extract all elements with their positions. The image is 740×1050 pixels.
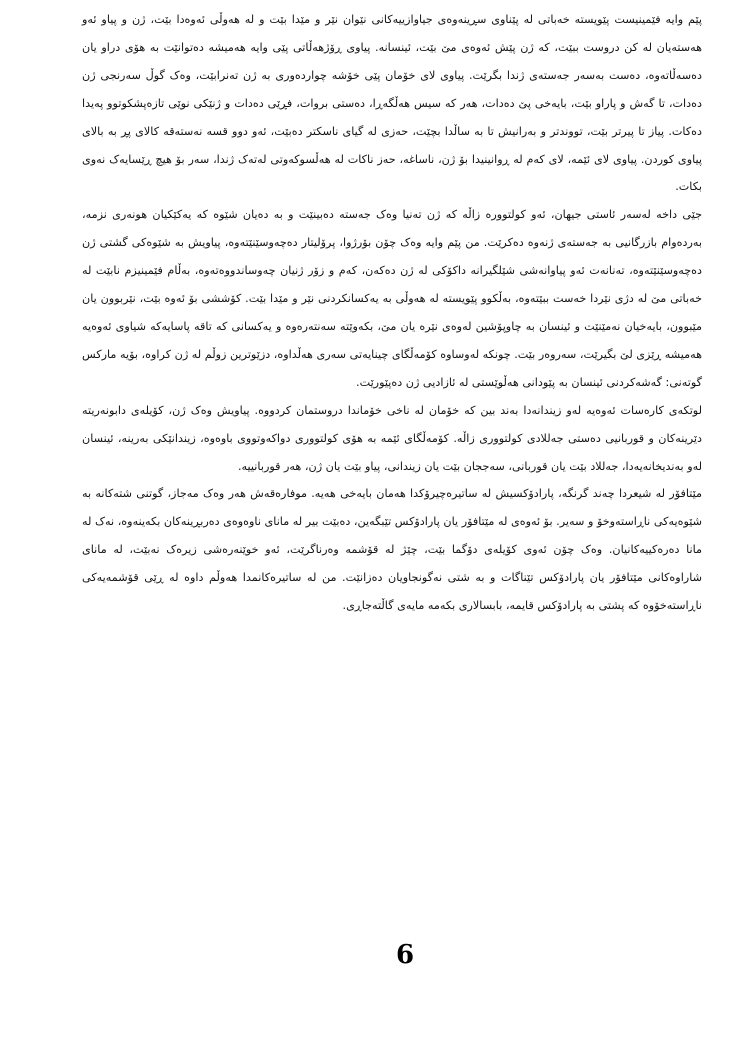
paragraph-4: مێتافۆر لە شیعردا چەند گرنگە، پارادۆکسیش لە ساتیرەچیرۆکدا هەمان بایەخی هەیە. موفارەقەش هەر وەک مەجاز، گوتنی شتەکانە بە شێوەیەکی ناڕاستەوخۆ و سەیر. بۆ ئەوەی لە مێتافۆر یان پارادۆکس تێبگەین، دەبێت بیر لە مانای ناوەوەی دەربڕینەکان بکەینەوە، نەک لە مانا دەرەکییەکانیان. وەک چۆن ئەوی کۆیلەی دۆگما بێت، چێژ لە قۆشمە وەرناگرێت، ئەو خوێنەرەشی زیرەک نەبێت، لە مانای شاراوەکانی مێتافۆر یان پارادۆکس تێناگات و بە شتی نەگونجاویان دەزانێت. من لە ساتیرەکانمدا هەوڵم داوە لە ڕێی قۆشمەیەکی ناڕاستەخۆوە کە پشتی بە پارادۆکس قایمە، بابسالاری بکەمە مایەی گاڵتەجاڕی. [82,487,702,613]
paragraph-2: جێی داخە لەسەر ئاستی جیهان، ئەو کولتوورە زاڵە کە ژن تەنیا وەک جەستە دەبینێت و بە دەیان شێوە کە یەکێکیان هونەری نزمە، بەردەوام بازرگانیی بە جەستەی ژنەوە دەکرێت. من پێم وایە وەک چۆن بۆرژوا، پرۆلیتار دەچەوسێنێتەوە، پیاویش بە شێوەکی گشتی ژن دەچەوسێنێتەوە، تەنانەت ئەو پیاوانەشی شێلگیرانە داکۆکی لە ژن دەکەن، کەم و زۆر ژنیان چەوساندووەتەوە، بەڵام فێمینیزم نابێت لە خەباتی مێ لە دژی نێردا خەست ببێتەوە، بەڵکوو پێویستە لە هەوڵی بە یەکسانکردنی نێر و مێدا بێت. کۆششی بۆ ئەوە بێت، نێربوون یان مێبوون، بایەخیان نەمێنێت و ئینسان بە چاوپۆشین لەوەی نێرە یان مێ، بکەوێتە سەنتەرەوە و یەکسانی کە تاقە پاسایەکە شیاوی ئەوەیە هەمیشە ڕێزی لێ بگیرێت، سەروەر بێت. چونکە لەوساوە کۆمەڵگای چینایەتی سەری هەڵداوە، دزێوترین زوڵم لە ژن کراوە، بۆیە مارکس گوتەنی: گەشەکردنی ئینسان بە پێودانی هەڵوێستی لە ئازادیی ژن دەپێورێت. [82,208,702,389]
paragraph-1: پێم وایە فێمینیست پێویستە خەباتی لە پێناوی سڕینەوەی جیاوازییەکانی نێوان نێر و مێدا بێت و لە هەوڵی ئەوەدا بێت، ژن و پیاو ئەو هەستەیان لە کن دروست ببێت، کە ژن پێش ئەوەی مێ بێت، ئینسانە. پیاوی ڕۆژهەڵاتی پێی وایە هەمیشە دەتوانێت بە هۆی دراو یان دەسەڵاتەوە، دەست بەسەر جەستەی ژندا بگرێت. پیاوی لای خۆمان پێی خۆشە چواردەوری بە ژن تەنرابێت، وەک گوڵ سەرنجی ژن دەدات، تا گەش و پاراو بێت، بایەخی پێ دەدات، هەر کە سیس هەڵگەڕا، دەستی بروات، فڕێی دەدات و ژنێکی نوێی تازەپشکوتوو پەیدا دەکات. پیاز تا پیرتر بێت، تووندتر و بەرانیش تا بە ساڵدا بچێت، حەزی لە گیای ناسکتر دەبێت، ئەو دوو قسە نەستەقە کالای پڕ بە بالای پیاوی کوردن. پیاوی لای ئێمە، لای کەم لە ڕوانینیدا بۆ ژن، ناساغە، حەز ناکات لە هەڵسوکەوتی لەتەک ژندا، سەر بۆ هیچ ڕێسایەک نەوی بکات. [82,13,702,194]
page-number: 6 [396,940,415,970]
paragraph-3: لوتکەی کارەسات ئەوەیە لەو زیندانەدا بەند بین کە خۆمان لە ناخی خۆماندا دروستمان کردووە. پیاویش وەک ژن، کۆیلەی دابونەریتە دێرینەکان و قوربانیی دەستی جەللادی کولتووری زاڵە. کۆمەڵگای ئێمە بە هۆی کولتووری دواکەوتووی باوەوە، زیندانێکی بەرینە، ئینسان لەو بەندیخانەیەدا، جەللاد بێت یان قوربانی، سەججان بێت یان زیندانی، پیاو بێت یان ژن، هەر قوربانییە. [82,403,702,473]
body-text [82,6,702,620]
